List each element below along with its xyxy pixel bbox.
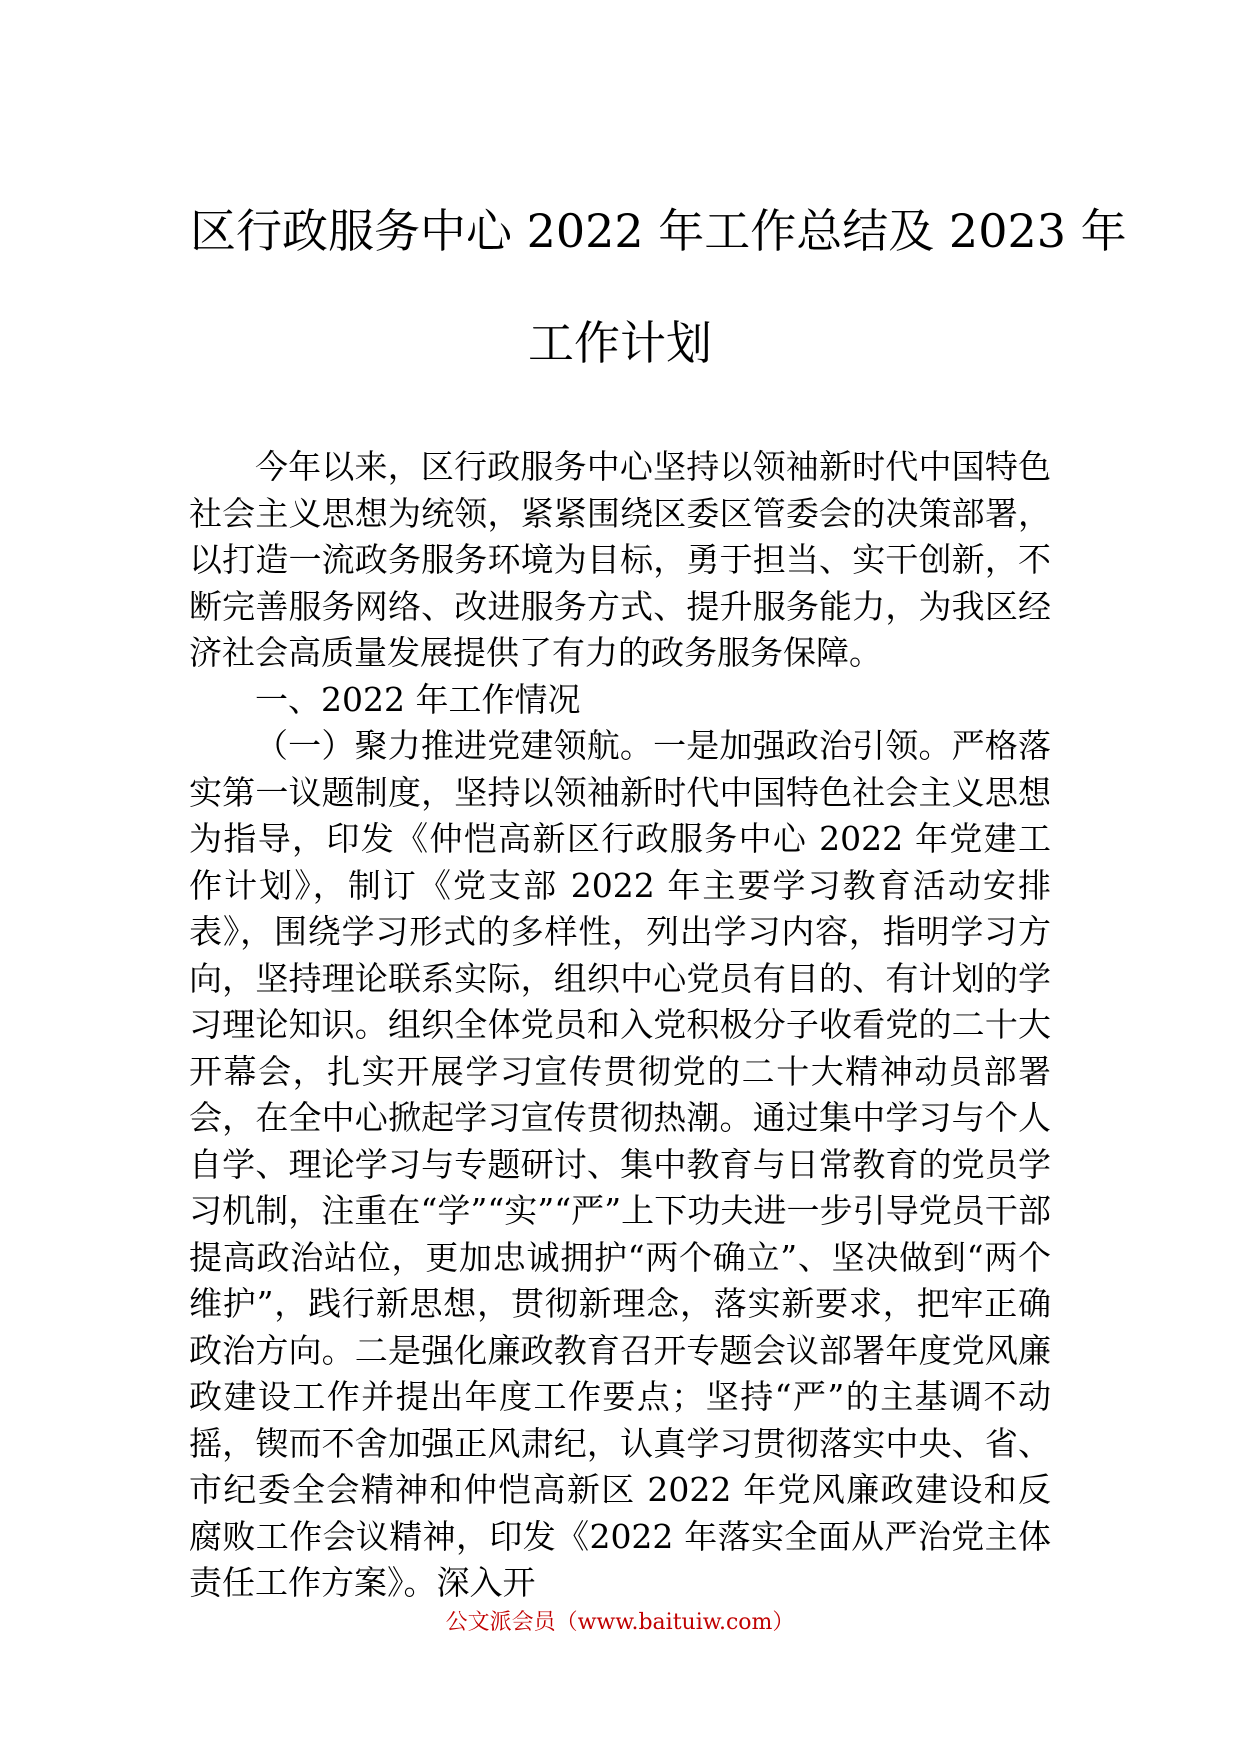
paragraph-intro: 今年以来，区行政服务中心坚持以领袖新时代中国特色社会主义思想为统领，紧紧围绕区委区管委会的决策部署，以打造一流政务服务环境为目标，勇于担当、实干创新，不断完善服务网络、改进服务方式、提升服务能力，为我区经济社会高质量发展提供了有力的政务服务保障。: [189, 447, 1051, 672]
footer-watermark: 公文派会员（www.baituiw.com）: [445, 1610, 795, 1635]
document-title-line-1: 区行政服务中心 2022 年工作总结及 2023 年: [190, 204, 1127, 258]
paragraph-party-building: （一）聚力推进党建领航。一是加强政治引领。严格落实第一议题制度，坚持以领袖新时代中国特色社会主义思想为指导，印发《仲恺高新区行政服务中心 2022 年党建工作计划》，制订《党支部 2022 年主要学习教育活动安排表》，围绕学习形式的多样性，列出学习内容，指明学习方向，坚持理论联系实际，组织中心党员有目的、有计划的学习理论知识。组织全体党员和入党积极分子收看党的二十大开幕会，扎实开展学习宣传贯彻党的二十大精神动员部署会，在全中心掀起学习宣传贯彻热潮。通过集中学习与个人自学、理论学习与专题研讨、集中教育与日常教育的党员学习机制，注重在“学”“实”“严”上下功夫进一步引导党员干部提高政治站位，更加忠诚拥护“两个确立”、坚决做到“两个维护”，践行新思想，贯彻新理念，落实新要求，把牢正确政治方向。二是强化廉政教育召开专题会议部署年度党风廉政建设工作并提出年度工作要点；坚持“严”的主基调不动摇，锲而不舍加强正风肃纪，认真学习贯彻落实中央、省、市纪委全会精神和仲恺高新区 2022 年党风廉政建设和反腐败工作会议精神，印发《2022 年落实全面从严治党主体责任工作方案》。深入开: [189, 726, 1051, 1602]
document-title-line-2: 工作计划: [528, 316, 712, 370]
document-body: [189, 444, 1051, 1607]
section-heading-1: 一、2022 年工作情况: [255, 679, 581, 719]
